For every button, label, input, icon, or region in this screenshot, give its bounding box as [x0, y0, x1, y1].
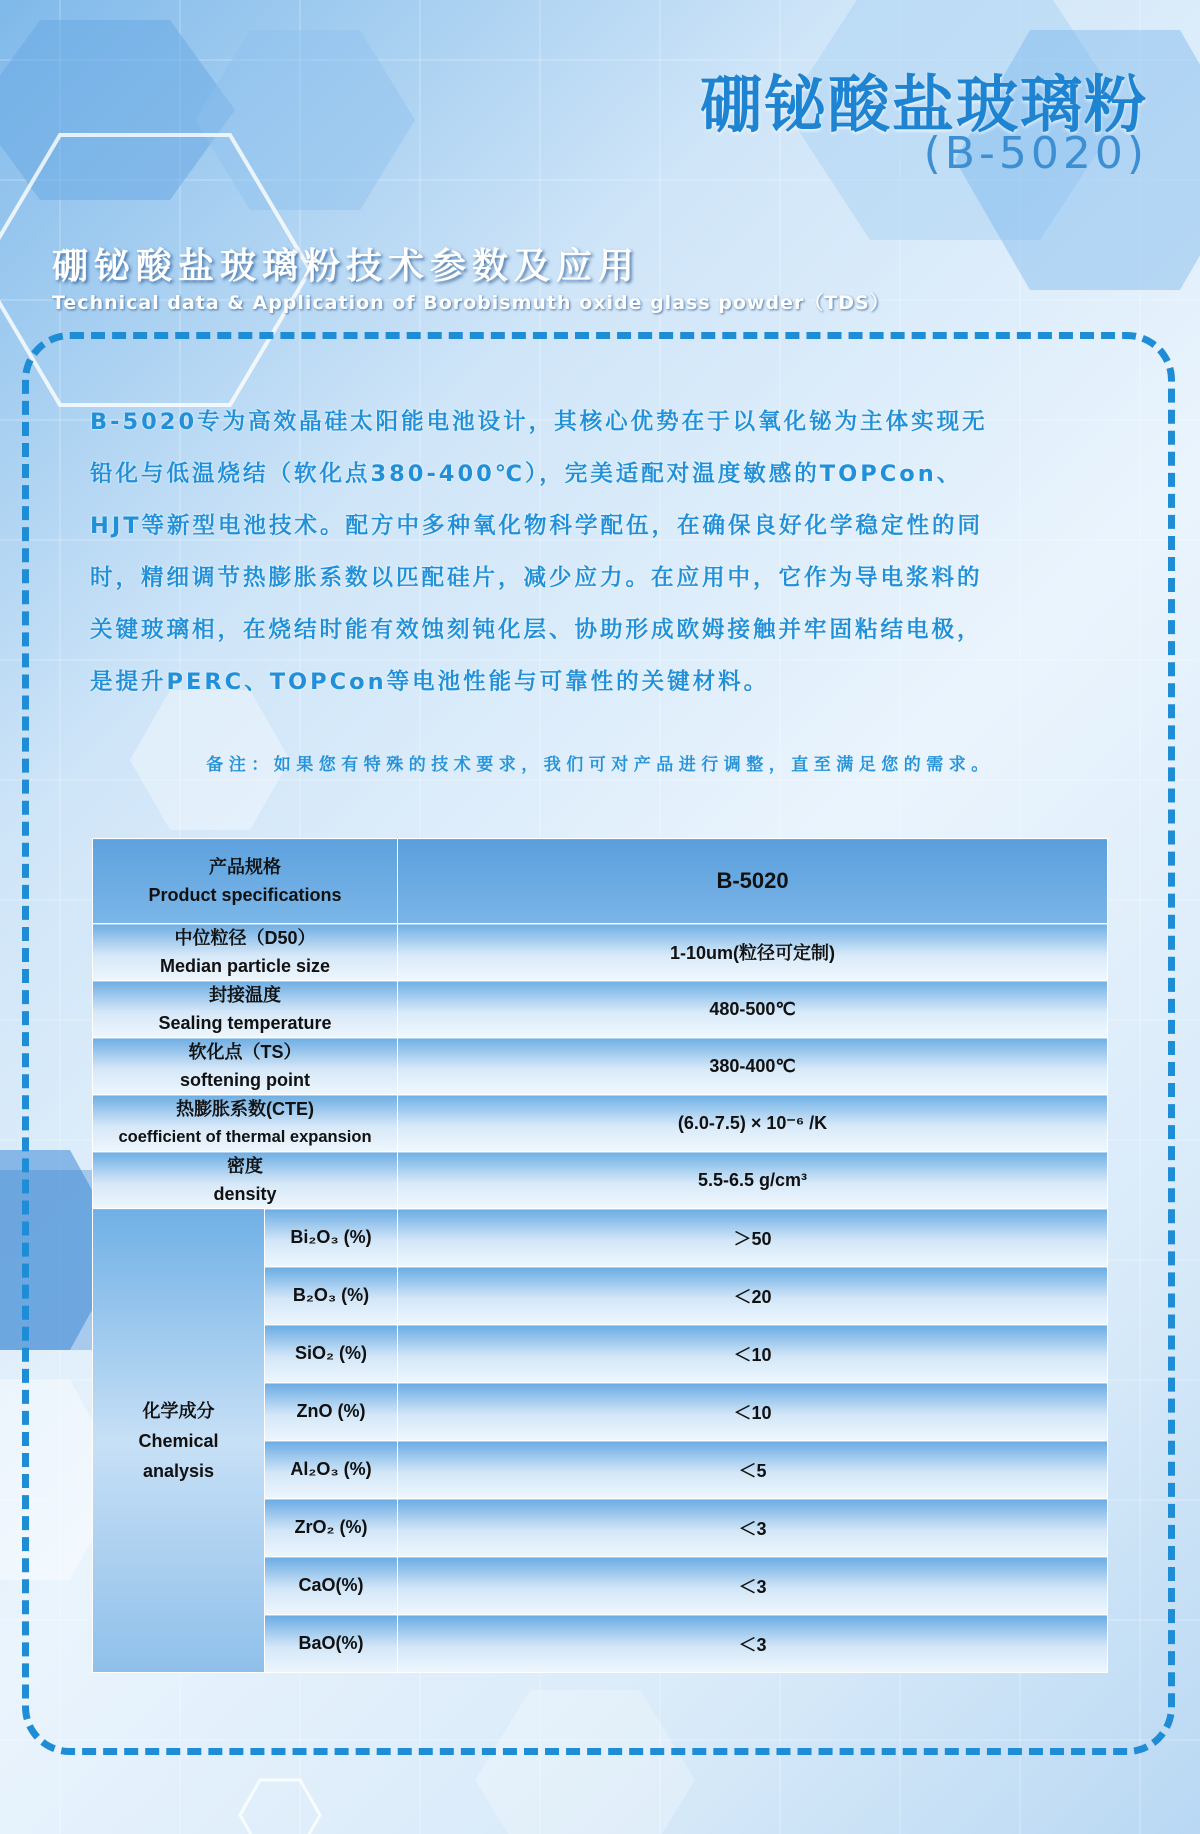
- spec-header-model: B-5020: [398, 839, 1108, 924]
- property-value: 1-10um(粒径可定制): [398, 924, 1108, 981]
- property-en: Sealing temperature: [158, 1013, 332, 1033]
- component-value: ＜3: [398, 1557, 1108, 1615]
- spec-header-en: Product specifications: [148, 885, 342, 905]
- table-header-row: [93, 839, 1108, 924]
- component-name: ZnO (%): [265, 1383, 398, 1441]
- component-value: ＜3: [398, 1615, 1108, 1673]
- spec-header-label: [93, 839, 398, 924]
- component-name: Bi₂O₃ (%): [265, 1209, 398, 1267]
- property-label: [93, 981, 398, 1038]
- property-cn: 热膨胀系数(CTE): [176, 1099, 314, 1119]
- property-label: [93, 924, 398, 981]
- property-cn: 封接温度: [209, 985, 281, 1005]
- property-cn: 中位粒径（D50）: [174, 928, 316, 948]
- intro-line: 铅化与低温烧结（软化点380-400℃），完美适配对温度敏感的TOPCon、: [90, 461, 963, 487]
- property-label: [93, 1095, 398, 1152]
- property-value: (6.0-7.5) × 10⁻⁶ /K: [398, 1095, 1108, 1152]
- property-en: density: [213, 1184, 277, 1204]
- component-value: ＜10: [398, 1325, 1108, 1383]
- product-title: 硼铋酸盐玻璃粉: [699, 68, 1148, 141]
- spec-table: [92, 838, 1108, 1673]
- property-en: Median particle size: [159, 956, 331, 976]
- property-label: [93, 1152, 398, 1209]
- table-row: [93, 924, 1108, 981]
- table-row: [93, 981, 1108, 1038]
- chemical-cn: 化学成分: [142, 1400, 215, 1421]
- section-title-en: Technical data & Application of Borobismuth oxide glass powder（TDS）: [52, 292, 890, 314]
- table-row: [93, 1038, 1108, 1095]
- section-title-cn: 硼铋酸盐玻璃粉技术参数及应用: [52, 246, 641, 287]
- intro-line: 是提升PERC、TOPCon等电池性能与可靠性的关键材料。: [90, 669, 770, 695]
- property-cn: 密度: [227, 1156, 263, 1176]
- property-label: [93, 1038, 398, 1095]
- component-name: BaO(%): [265, 1615, 398, 1673]
- spec-header-cn: 产品规格: [209, 857, 281, 877]
- table-row: [93, 1095, 1108, 1152]
- property-value: 380-400℃: [398, 1038, 1108, 1095]
- intro-line: HJT等新型电池技术。配方中多种氧化物科学配伍，在确保良好化学稳定性的同: [90, 513, 984, 539]
- component-value: ＞50: [398, 1209, 1108, 1267]
- table-row: [93, 1152, 1108, 1209]
- remark-note: 备注：如果您有特殊的技术要求，我们可对产品进行调整，直至满足您的需求。: [206, 755, 994, 775]
- property-en: softening point: [180, 1070, 310, 1090]
- component-name: B₂O₃ (%): [265, 1267, 398, 1325]
- property-en: coefficient of thermal expansion: [118, 1128, 372, 1146]
- chemical-analysis-label: [93, 1209, 265, 1673]
- product-model: (B-5020): [923, 128, 1148, 179]
- intro-line: B-5020专为高效晶硅太阳能电池设计，其核心优势在于以氧化铋为主体实现无: [90, 409, 988, 435]
- chemical-en-2: analysis: [142, 1460, 215, 1481]
- intro-paragraph: [90, 396, 1110, 708]
- intro-line: 关键玻璃相，在烧结时能有效蚀刻钝化层、协助形成欧姆接触并牢固粘结电极，: [90, 617, 983, 643]
- component-name: CaO(%): [265, 1557, 398, 1615]
- intro-line: 时，精细调节热膨胀系数以匹配硅片，减少应力。在应用中，它作为导电浆料的: [90, 565, 983, 591]
- component-value: ＜5: [398, 1441, 1108, 1499]
- component-value: ＜3: [398, 1499, 1108, 1557]
- property-value: 480-500℃: [398, 981, 1108, 1038]
- table-row: [93, 1209, 1108, 1267]
- component-value: ＜20: [398, 1267, 1108, 1325]
- property-value: 5.5-6.5 g/cm³: [398, 1152, 1108, 1209]
- chemical-en-1: Chemical: [138, 1430, 219, 1451]
- component-value: ＜10: [398, 1383, 1108, 1441]
- component-name: ZrO₂ (%): [265, 1499, 398, 1557]
- component-name: SiO₂ (%): [265, 1325, 398, 1383]
- property-cn: 软化点（TS）: [188, 1042, 302, 1062]
- component-name: Al₂O₃ (%): [265, 1441, 398, 1499]
